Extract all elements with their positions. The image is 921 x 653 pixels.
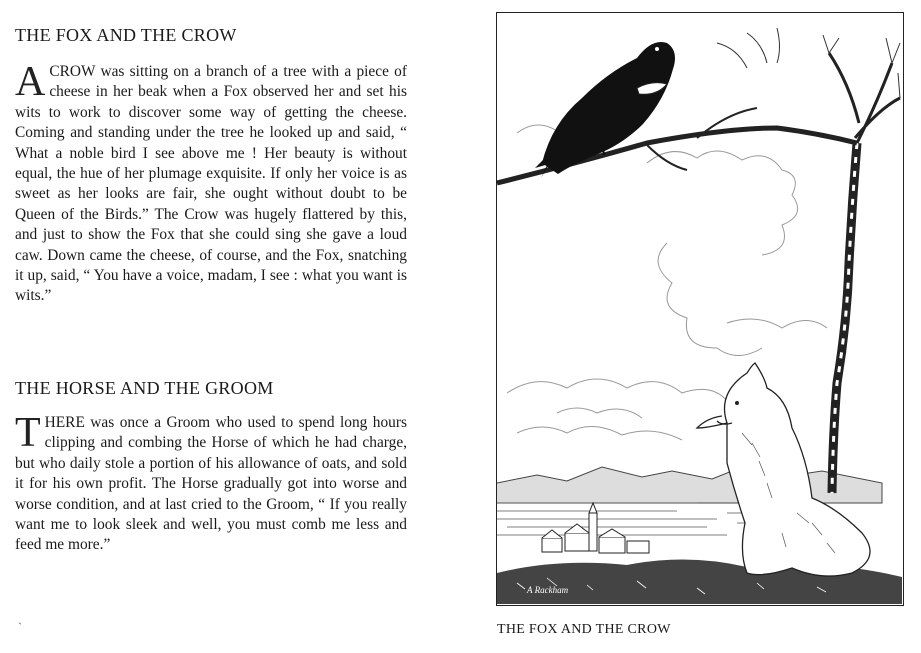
tree-trunk	[832, 143, 857, 493]
drop-cap: T	[15, 410, 41, 456]
story-body: CROW was sitting on a branch of a tree with a piece of cheese in her beak when a Fox observed her and set his wits to work to discover some way of getting the cheese. Coming and standing under the tree he looked up and said, “ What a noble bird I see above me ! Her beauty is without equal, the hue of her plumage exquisite. If only her voice is as sweet as her looks are fair, she ought without doubt to be Queen of the Birds.” The Crow was hugely flattered by this, and just to show the Fox that she could sing she gave a loud caw. Down came the cheese, of course, and the Fox, snatching it up, said, “ You have a voice, madam, I see : what you want is wits.”	[15, 63, 407, 305]
story-text	[15, 410, 407, 556]
story-title: THE HORSE AND THE GROOM	[15, 378, 274, 398]
story-title: THE FOX AND THE CROW	[15, 25, 237, 45]
artist-signature: A Rackham	[527, 585, 569, 595]
illustration-caption: THE FOX AND THE CROW	[497, 622, 671, 637]
story-body: HERE was once a Groom who used to spend long hours clipping and combing the Horse of which he had charge, but who daily stole a portion of his allowance of oats, and sold it for his own profit. The Horse gradually got into worse and worse condition, and at last cried to the Groom, “ If you really want me to look sleek and well, you must comb me less and feed me more.”	[15, 414, 407, 554]
drop-cap: A	[15, 59, 46, 105]
fox	[697, 363, 870, 576]
page-mark: ˏ	[18, 611, 22, 625]
mountains	[497, 467, 882, 503]
illustration-plate	[496, 12, 904, 606]
village	[542, 503, 649, 553]
illustration-drawing	[497, 13, 902, 604]
story-text	[15, 59, 407, 307]
